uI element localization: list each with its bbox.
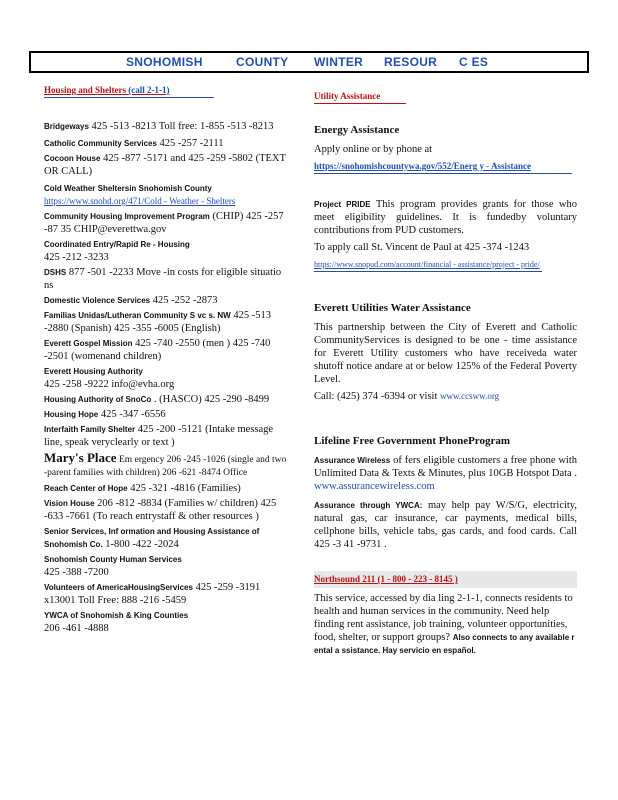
housing-heading-call: (call 2-1-1) [128, 85, 170, 95]
everett-heading: Everett Utilities Water Assistance [314, 302, 471, 314]
entry-dv [44, 294, 290, 307]
entry-marys-place [44, 451, 290, 480]
entry-text: 206 -812 -8834 (Families w/ children) 425 -633 -7661 (To reach entrystaff & other resources ) [44, 498, 277, 522]
entry-text: 425 -257 -2111 [159, 138, 224, 149]
entry-reach [44, 482, 290, 495]
entry-text: 206 -461 -4888 [44, 623, 109, 634]
title-word: C ES [459, 55, 489, 69]
entry-label: YWCA of Snohomish & King Counties [44, 611, 189, 620]
entry-text: 425 -252 -2873 [152, 295, 218, 306]
title-banner [29, 51, 589, 73]
entry-senior-services [44, 525, 290, 551]
entry-label: DSHS [44, 268, 67, 277]
ywca-text: may help pay W/S/G, electricity, natural gas, car insurance, car payments, medical bills, cellphone bills, vehicle tabs, gas cards, and food cards. Call 425 -3 41 -9731 . [314, 500, 578, 550]
entry-text: 425 -259 -3191 x13001 Toll Free: 888 -216 -5459 [44, 582, 261, 606]
northsound-text [314, 592, 577, 657]
entry-ccs [44, 137, 290, 150]
entry-everett-housing [44, 365, 290, 391]
everett-call [314, 390, 577, 403]
energy-text: Apply online or by phone at [314, 144, 433, 155]
title-word: WINTER [314, 55, 364, 69]
entry-label: Domestic Violence Services [44, 296, 151, 305]
entry-label: Catholic Community Services [44, 139, 157, 148]
entry-label: Cold Weather Sheltersin Snohomish County [44, 184, 212, 193]
northsound-small: Also connects to any available r ental a ssistance. Hay servicio en español. [314, 633, 575, 655]
entry-interfaith [44, 423, 290, 449]
title-word: COUNTY [236, 55, 289, 69]
pride-url[interactable]: https://www.snopud.com/account/financial - assistance/project - pride/ [314, 260, 540, 269]
entry-label: Community Housing Improvement Program [44, 212, 210, 221]
entry-coordinated-entry [44, 238, 290, 264]
entry-human-services [44, 553, 290, 579]
housing-column [44, 84, 290, 635]
pride-apply: To apply call St. Vincent de Paul at 425 -374 -1243 [314, 242, 530, 253]
pride-block [314, 198, 577, 237]
entry-label: Senior Services, Inf ormation and Housing Assistance of Snohomish Co. [44, 527, 260, 549]
lifeline-heading: Lifeline Free Government PhoneProgram [314, 435, 511, 447]
entry-text: 877 -501 -2233 Move -in costs for eligible situatio ns [44, 267, 282, 291]
entry-text: 1-800 -422 -2024 [105, 539, 179, 550]
everett-url[interactable]: www.ccsww.org [440, 391, 500, 401]
entry-text: 425 -877 -5171 and 425 -259 -5802 (TEXT OR CALL) [44, 153, 286, 177]
entry-text: 425 -513 -8213 Toll free: 1-855 -513 -8213 [91, 121, 274, 132]
entry-text: . (HASCO) 425 -290 -8499 [153, 394, 270, 405]
assurance-block [314, 454, 577, 493]
entry-label: Volunteers of AmericaHousingServices [44, 583, 193, 592]
entry-label: Familias Unidas/Lutheran Community S vc s. NW [44, 311, 231, 320]
entry-text: Em ergency 206 -245 -1026 (single and two -parent families with children) 206 -621 -8474 Office [44, 455, 287, 478]
title-word: SNOHOMISH [126, 55, 203, 69]
pride-label: Project PRIDE [314, 200, 371, 209]
northsound-heading-bar [314, 571, 577, 588]
entry-hasco [44, 393, 290, 406]
assurance-text: of fers eligible customers a free phone with Unlimited Data & Texts & Minutes, plus 10GB Hotspot Data . [314, 455, 578, 479]
entry-label: Coordinated Entry/Rapid Re - Housing [44, 240, 190, 249]
everett-text: This partnership between the City of Everett and Catholic CommunityServices is designed to be one - time assistance for Everett Utility customers who have receiveda water shutoff notice andare at or below 125% of the Federal Poverty Level. [314, 322, 577, 385]
entry-label: Everett Gospel Mission [44, 339, 133, 348]
entry-text: 425 -388 -7200 [44, 567, 109, 578]
entry-text: 425 -321 -4816 (Families) [130, 483, 241, 494]
entry-familias [44, 309, 290, 335]
entry-cold-weather [44, 182, 290, 195]
entry-chip [44, 210, 290, 236]
entry-text: 425 -212 -3233 [44, 252, 109, 263]
entry-text: 425 -200 -5121 (Intake message line, speak veryclearly or text ) [44, 424, 274, 448]
entry-label: Bridgeways [44, 122, 89, 131]
entry-voa [44, 581, 290, 607]
utility-column [314, 90, 577, 657]
cold-weather-url[interactable]: https://www.snohd.org/471/Cold - Weather - Shelters [44, 196, 236, 206]
entry-dshs [44, 266, 290, 292]
entry-text: 425 -258 -9222 info@evha.org [44, 379, 175, 390]
housing-heading [44, 84, 214, 98]
energy-url[interactable]: https://snohomishcountywa.gov/552/Energ y - Assistance [314, 161, 532, 171]
entry-ywca [44, 609, 290, 635]
energy-link[interactable] [314, 160, 572, 174]
pride-link[interactable] [314, 258, 542, 272]
ywca-block [314, 499, 577, 551]
entry-label: Mary's Place [44, 450, 117, 465]
entry-label: Reach Center of Hope [44, 484, 128, 493]
entry-gospel-mission [44, 337, 290, 363]
entry-label: Housing Authority of SnoCo [44, 395, 152, 404]
northsound-body: This service, accessed by dia ling 2-1-1, connects residents to health and human services in the community. Need help finding rent assistance, job training, volunteer opportunities, food, shelter, or support groups? [314, 593, 573, 643]
entry-text: (CHIP) 425 -257 -87 35 CHIP@everettwa.gov [44, 211, 284, 235]
entry-label: Everett Housing Authority [44, 367, 143, 376]
entry-text: 425 -513 -2880 (Spanish) 425 -355 -6005 (English) [44, 310, 271, 334]
entry-cocoon [44, 152, 290, 178]
northsound-heading: Northsound 211 (1 - 800 - 223 - 8145 ) [314, 574, 458, 584]
entry-label: Snohomish County Human Services [44, 555, 182, 564]
entry-vision-house [44, 497, 290, 523]
entry-text: 425 -740 -2550 (men ) 425 -740 -2501 (womenand children) [44, 338, 271, 362]
utility-heading: Utility Assistance [314, 90, 406, 104]
assurance-url[interactable]: www.assurancewireless.com [314, 481, 435, 492]
entry-bridgeways [44, 120, 290, 133]
entry-label: Housing Hope [44, 410, 99, 419]
cold-weather-link[interactable] [44, 195, 290, 208]
entry-label: Interfaith Family Shelter [44, 425, 136, 434]
energy-heading: Energy Assistance [314, 124, 400, 136]
pride-text: This program provides grants for those who meet eligibility guidelines. It is fundedby voluntary contributions from PUD customers. [314, 199, 577, 236]
housing-heading-text: Housing and Shelters [44, 85, 127, 95]
entry-label: Cocoon House [44, 154, 101, 163]
entry-text: 425 -347 -6556 [100, 409, 166, 420]
entry-label: Vision House [44, 499, 95, 508]
everett-call-text: Call: (425) 374 -6394 or visit [314, 391, 438, 402]
entry-housing-hope [44, 408, 290, 421]
ywca-label: Assurance through YWCA: [314, 501, 423, 510]
assurance-label: Assurance Wireless [314, 456, 391, 465]
title-word: RESOUR [384, 55, 438, 69]
